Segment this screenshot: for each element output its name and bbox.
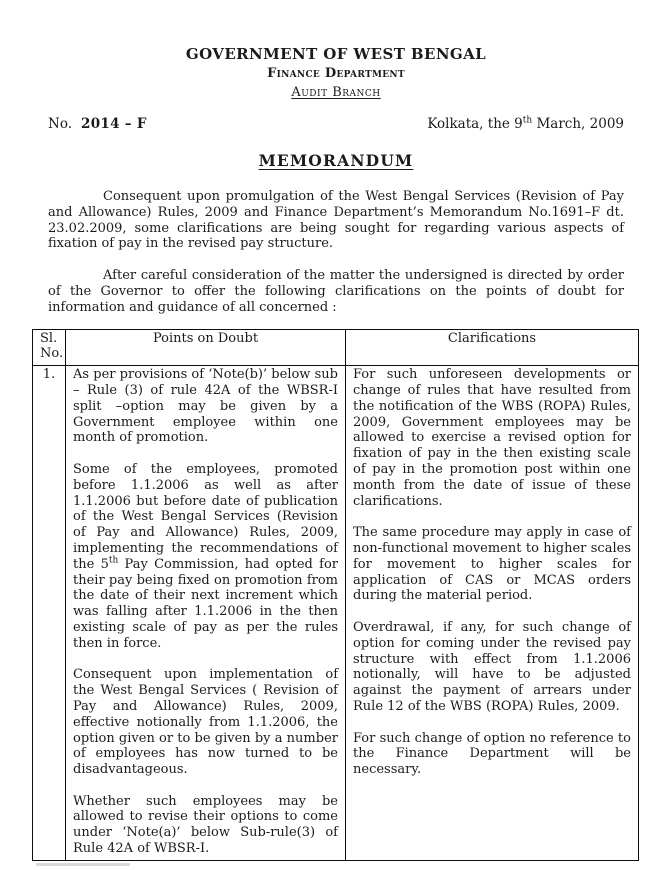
cell-paragraph-text: Some of the employees, promoted before 1.1.2006 as well as after 1.1.2006 but before date of publication of the West Bengal Services (Revision of Pay and Allowance) Rules, 2009, implementing the recommendations of the 5 — [73, 461, 338, 572]
header-sl-line1: Sl. — [40, 330, 58, 346]
cell-paragraph: Whether such employees may be allowed to revise their options to come under ‘Note(a)’ below Sub-rule(3) of Rule 42A of WBSR-I. — [73, 793, 338, 857]
body-paragraph-1: Consequent upon promulgation of the West Bengal Services (Revision of Pay and Allowance) Rules, 2009 and Finance Department’s Memorandum No.1691–F dt. 23.02.2009, some clarifications are being sought for regarding various aspects of fixation of pay in the revised pay structure. — [48, 189, 624, 252]
cell-paragraph-text-end: Pay Commission, had opted for their pay being fixed on promotion from the date of their next increment which was falling after 1.1.2006 in the then existing scale of pay as per the rules then in force. — [73, 556, 338, 651]
reference-line — [48, 116, 624, 132]
sl-number-cell: 1. — [33, 366, 66, 861]
header-clarifications: Clarifications — [346, 329, 639, 366]
cell-paragraph: Overdrawal, if any, for such change of option for coming under the revised pay structure with effect from 1.1.2006 notionally, will have to be adjusted against the payment of arrears under Rule 12 of the WBS (ROPA) Rules, 2009. — [353, 619, 631, 714]
memorandum-title: MEMORANDUM — [258, 151, 414, 170]
department-title: Finance Department — [267, 66, 405, 81]
scan-artifact — [36, 863, 130, 866]
body-paragraph-2: After careful consideration of the matter the undersigned is directed by order of the Governor to offer the following clarifications on the points of doubt for information and guidance of all concerned : — [48, 268, 624, 315]
header-points-on-doubt: Points on Doubt — [66, 329, 346, 366]
points-on-doubt-cell — [66, 366, 346, 861]
cell-paragraph: As per provisions of ‘Note(b)’ below sub – Rule (3) of rule 42A of the WBSR-I split –option may be given by a Government employee within one month of promotion. — [73, 367, 338, 446]
clarifications-table — [32, 329, 639, 861]
table-row — [33, 366, 639, 861]
memo-number: 2014 – F — [81, 116, 147, 132]
dateline-text: Kolkata, the 9 — [427, 116, 523, 132]
cell-paragraph: Consequent upon implementation of the West Bengal Services ( Revision of Pay and Allowance) Rules, 2009, effective notionally from 1.1.2006, the option given or to be given by a number of employees has now turned to be disadvantageous. — [73, 667, 338, 778]
no-label: No. — [48, 116, 72, 132]
branch-title: Audit Branch — [291, 85, 381, 100]
header-sl-line2: No. — [40, 346, 64, 362]
clarifications-cell — [346, 366, 639, 861]
dateline — [427, 116, 624, 132]
government-title: GOVERNMENT OF WEST BENGAL — [185, 45, 487, 63]
cell-paragraph: The same procedure may apply in case of non-functional movement to higher scales for movement to higher scales for application of CAS or MCAS orders during the material period. — [353, 525, 631, 604]
memo-number-group — [48, 116, 147, 132]
letterhead — [0, 0, 672, 100]
table-header-row — [33, 329, 639, 366]
cell-paragraph — [73, 462, 338, 652]
header-sl-no — [33, 329, 66, 366]
cell-paragraph: For such change of option no reference to the Finance Department will be necessary. — [353, 730, 631, 778]
cell-superscript: th — [108, 555, 119, 566]
dateline-superscript: th — [522, 115, 533, 126]
dateline-text-end: March, 2009 — [532, 116, 624, 132]
cell-paragraph: For such unforeseen developments or change of rules that have resulted from the notification of the WBS (ROPA) Rules, 2009, Government employees may be allowed to exercise a revised option for fixation of pay in the then existing scale of pay in the promotion post within one month from the date of issue of these clarifications. — [353, 367, 631, 509]
